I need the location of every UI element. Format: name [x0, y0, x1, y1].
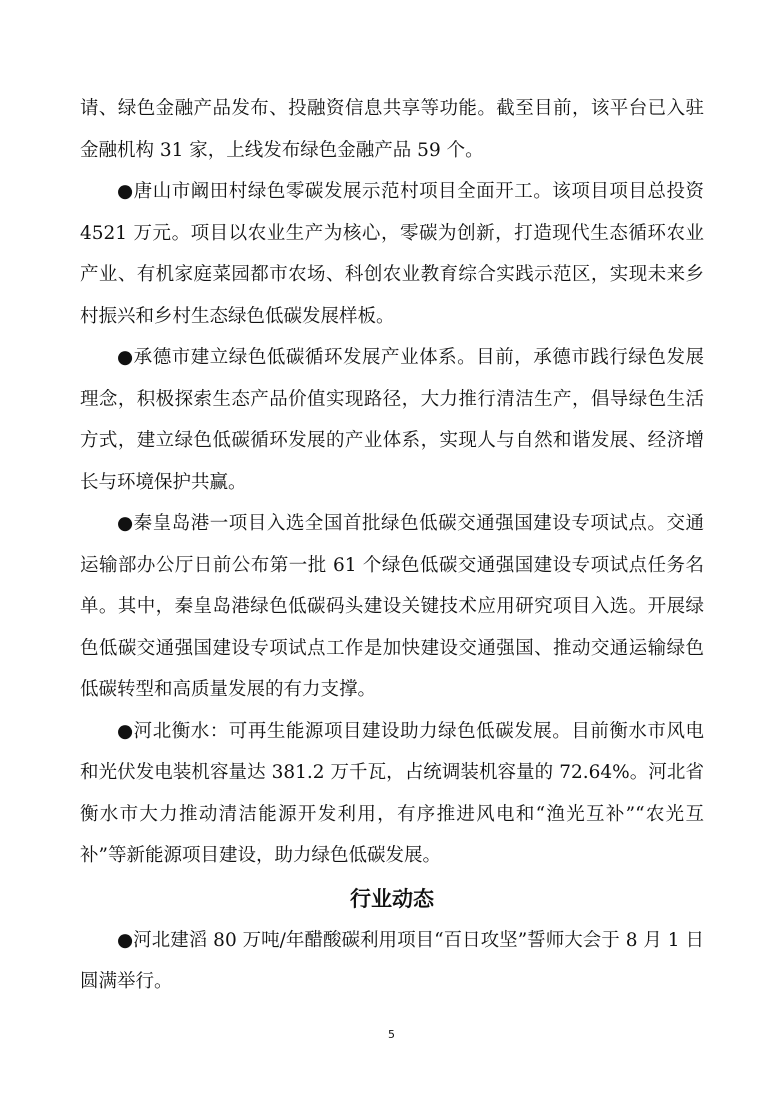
section-heading: 行业动态 [350, 886, 434, 911]
paragraph-continued: 请、绿色金融产品发布、投融资信息共享等功能。截至目前，该平台已入驻金融机构 31 家，上线发布绿色金融产品 59 个。 [80, 98, 704, 161]
paragraph-jiantao: ●河北建滔 80 万吨/年醋酸碳利用项目“百日攻坚”誓师大会于 8 月 1 日圆满举行。 [80, 929, 704, 992]
paragraph-chengde: ●承德市建立绿色低碳循环发展产业体系。目前，承德市践行绿色发展理念，积极探索生态产品价值实现路径，大力推行清洁生产，倡导绿色生活方式，建立绿色低碳循环发展的产业体系，实现人与自然和谐发展、经济增长与环境保护共赢。 [80, 347, 704, 493]
page-content [80, 88, 704, 1003]
paragraph-hengshui: ●河北衡水：可再生能源项目建设助力绿色低碳发展。目前衡水市风电和光伏发电装机容量达 381.2 万千瓦，占统调装机容量的 72.64%。河北省衡水市大力推动清洁能源开发利用，有序推进风电和“渔光互补”“农光互补”等新能源项目建设，助力绿色低碳发展。 [80, 720, 704, 866]
page-number: 5 [388, 1028, 395, 1041]
paragraph-tangshan: ●唐山市阚田村绿色零碳发展示范村项目全面开工。该项目项目总投资 4521 万元。项目以农业生产为核心，零碳为创新，打造现代生态循环农业产业、有机家庭菜园都市农场、科创农业教育综合实践示范区，实现未来乡村振兴和乡村生态绿色低碳发展样板。 [80, 181, 704, 327]
paragraph-qinhuangdao: ●秦皇岛港一项目入选全国首批绿色低碳交通强国建设专项试点。交通运输部办公厅日前公布第一批 61 个绿色低碳交通强国建设专项试点任务名单。其中，秦皇岛港绿色低碳码头建设关键技术应用研究项目入选。开展绿色低碳交通强国建设专项试点工作是加快建设交通强国、推动交通运输绿色低碳转型和高质量发展的有力支撑。 [80, 513, 704, 700]
